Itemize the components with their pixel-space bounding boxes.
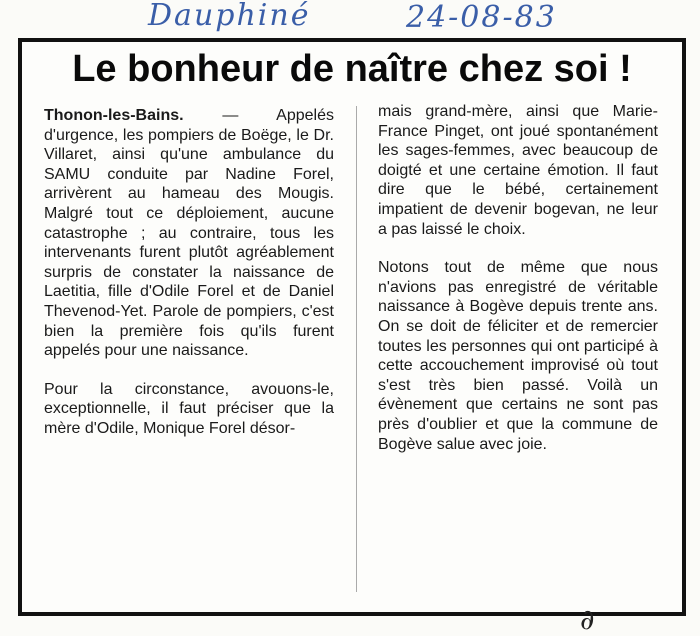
column-divider (356, 106, 357, 592)
article-dateline: Thonon-les-Bains. (44, 107, 184, 124)
article-column-left (44, 106, 334, 458)
article-paragraph: mais grand-mère, ainsi que Marie-France Pinget, ont joué spontanément les sages-femmes, avec beaucoup de doigté et une certaine émotion. Il faut dire que le bébé, certainement impatient de devenir bogevan, ne leur a pas laissé le choix. (378, 103, 658, 238)
article-paragraph-text: — Appelés d'urgence, les pompiers de Boëge, le Dr. Villaret, ainsi qu'une ambulance du SAMU conduite par Nadine Forel, arrivèrent au hameau des Mougis. Malgré tout ce déploiement, aucune catastrophe ; au contraire, tous les intervenants furent plutôt agréablement surpris de constater la naissance de Laetitia, fille d'Odile Forel et de Daniel Thevenod-Yet. Parole de pompiers, c'est bien la première fois qu'ils furent appelés pour une naissance. (44, 107, 334, 360)
handwritten-source: Dauphiné (148, 0, 311, 33)
article-paragraph (44, 106, 334, 361)
article-paragraph: Notons tout de même que nous n'avions pas enregistré de véritable naissance à Bogève depuis trente ans. On se doit de féliciter et de remercier toutes les personnes qui ont participé à cette accouchement improvisé où tout s'est très bien passé. Voilà un évènement que certains ne sont pas près d'oublier et que la commune de Bogève salue avec joie. (378, 259, 658, 453)
corner-pen-mark: ∂ (580, 603, 595, 636)
handwritten-date: 24-08-83 (406, 0, 557, 35)
article-paragraph: Pour la circonstance, avouons-le, exceptionnelle, il faut préciser que la mère d'Odile, Monique Forel désor- (44, 380, 334, 437)
article-frame (18, 38, 686, 616)
article-headline: Le bonheur de naître chez soi ! (72, 48, 632, 90)
handwritten-annotation (148, 2, 608, 38)
article-column-right (378, 102, 658, 473)
